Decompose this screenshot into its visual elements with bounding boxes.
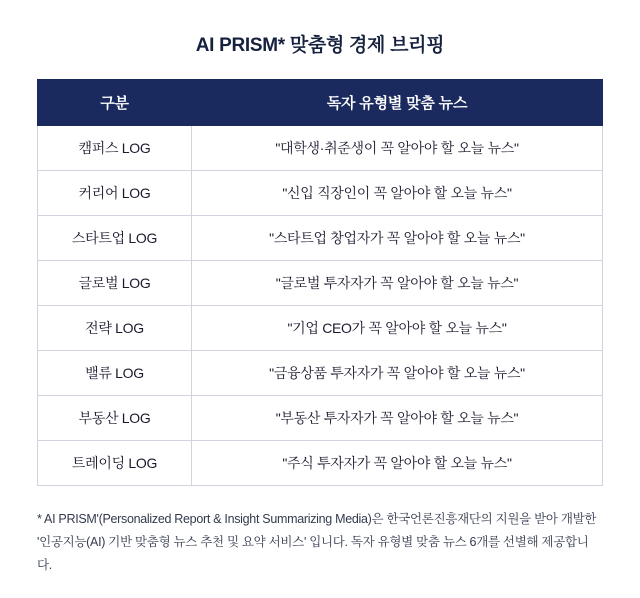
cell-type: 글로벌 LOG — [38, 261, 192, 306]
cell-type: 전략 LOG — [38, 306, 192, 351]
table-header-row — [38, 80, 603, 126]
page-title: AI PRISM* 맞춤형 경제 브리핑 — [195, 35, 445, 56]
cell-type: 캠퍼스 LOG — [38, 126, 192, 171]
table-row — [38, 306, 603, 351]
table-row — [38, 351, 603, 396]
cell-news: "부동산 투자자가 꼭 알아야 할 오늘 뉴스" — [192, 396, 603, 441]
cell-news: "대학생·취준생이 꼭 알아야 할 오늘 뉴스" — [192, 126, 603, 171]
table-row — [38, 441, 603, 486]
cell-type: 스타트업 LOG — [38, 216, 192, 261]
column-header-news: 독자 유형별 맞춤 뉴스 — [192, 80, 603, 126]
cell-type: 커리어 LOG — [38, 171, 192, 216]
cell-news: "기업 CEO가 꼭 알아야 할 오늘 뉴스" — [192, 306, 603, 351]
cell-type: 부동산 LOG — [38, 396, 192, 441]
table-header — [38, 80, 603, 126]
table-body — [38, 126, 603, 486]
cell-news: "신입 직장인이 꼭 알아야 할 오늘 뉴스" — [192, 171, 603, 216]
cell-type: 트레이딩 LOG — [38, 441, 192, 486]
briefing-table — [37, 79, 603, 486]
footnote-text: * AI PRISM'(Personalized Report & Insight Summarizing Media)은 한국언론진흥재단의 지원을 받아 개발한 '인공지능(AI) 기반 맞춤형 뉴스 추천 및 요약 서비스' 입니다. 독자 유형별 맞춤 뉴스 6개를 선별해 제공합니다. — [37, 512, 597, 573]
cell-news: "글로벌 투자자가 꼭 알아야 할 오늘 뉴스" — [192, 261, 603, 306]
table-row — [38, 261, 603, 306]
cell-news: "금융상품 투자자가 꼭 알아야 할 오늘 뉴스" — [192, 351, 603, 396]
table-row — [38, 171, 603, 216]
table-row — [38, 216, 603, 261]
table-row — [38, 126, 603, 171]
cell-news: "스타트업 창업자가 꼭 알아야 할 오늘 뉴스" — [192, 216, 603, 261]
column-header-type: 구분 — [38, 80, 192, 126]
table-row — [38, 396, 603, 441]
cell-news: "주식 투자자가 꼭 알아야 할 오늘 뉴스" — [192, 441, 603, 486]
cell-type: 밸류 LOG — [38, 351, 192, 396]
